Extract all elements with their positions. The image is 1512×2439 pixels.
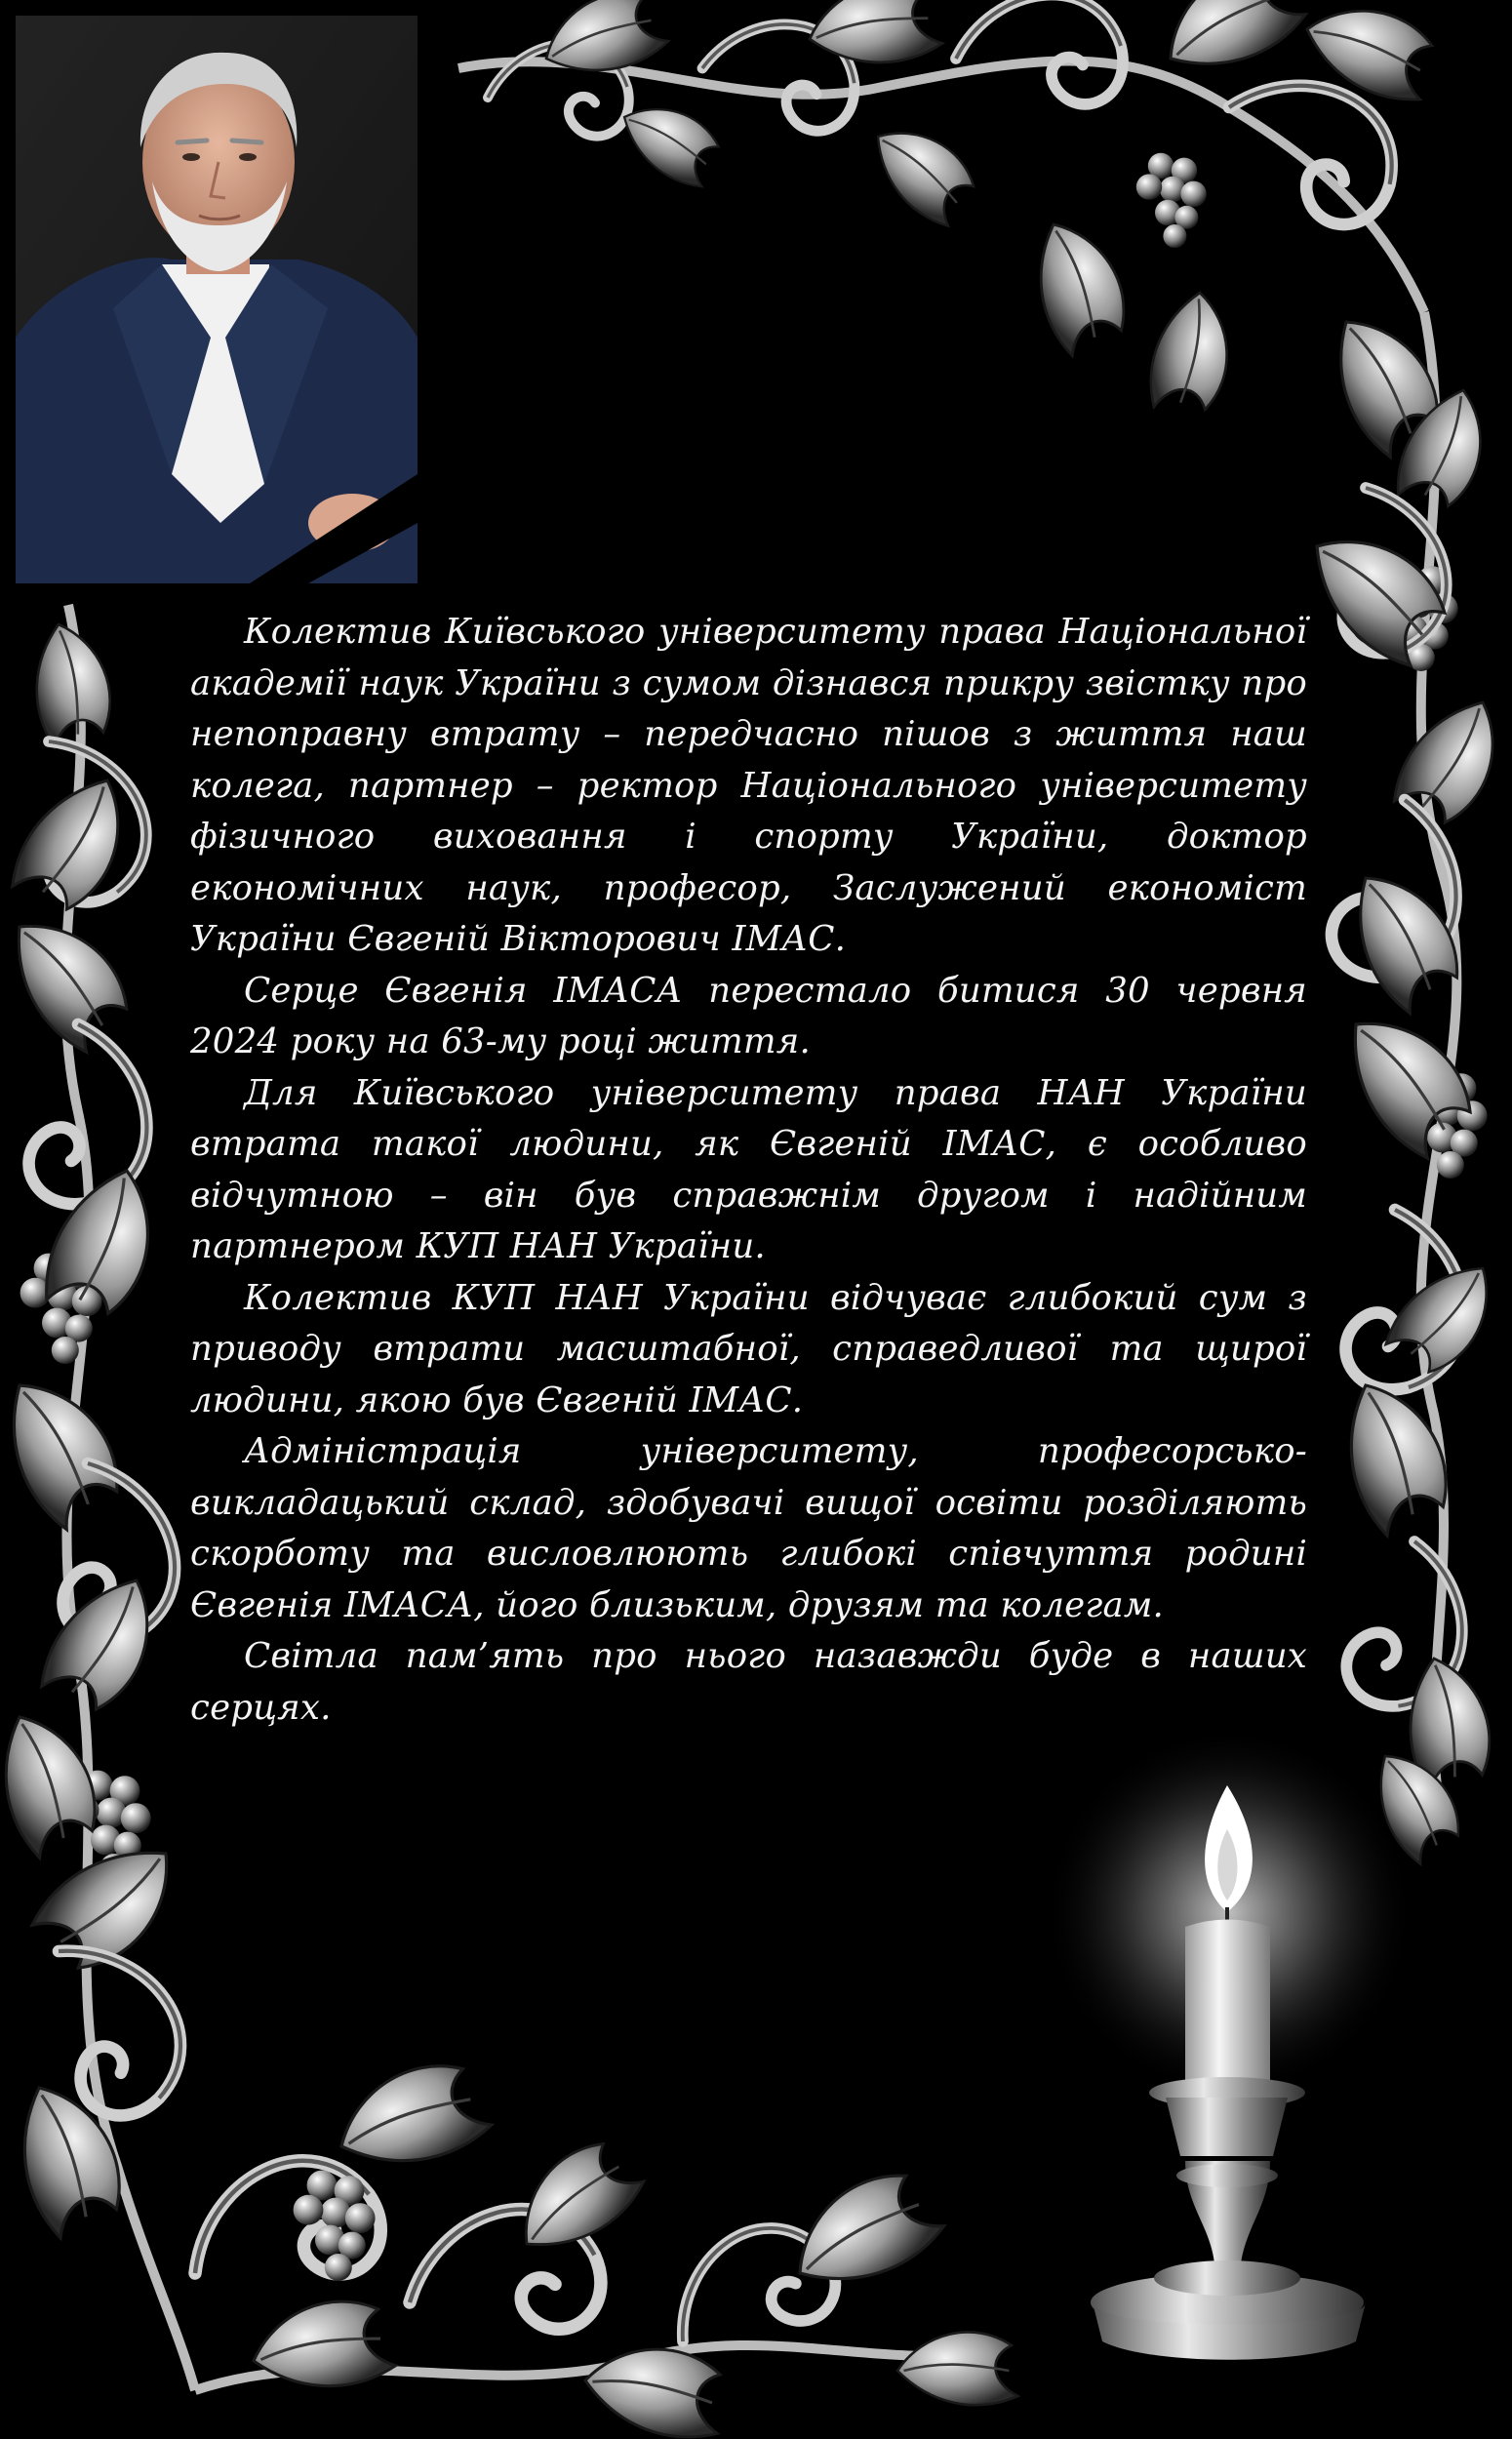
paragraph-1: Колектив Київського університету права Національної академії наук України з сумом дізнався прикру звістку про непоправну втрату – передчасно пішов з життя наш колега, партнер – ректор Національного університету фізичного виховання і спорту України, доктор економічних наук, професор, Заслужений економіст України Євгеній Вікторович ІМАС. [190,612,1307,959]
paragraph-2: Серце Євгенія ІМАСА перестало битися 30 червня 2024 року на 63-му році життя. [190,970,1307,1061]
portrait-photo [16,16,418,583]
lit-candle-icon [1015,1717,1463,2400]
condolence-text [190,607,1307,1734]
paragraph-3: Для Київського університету права НАН України втрата такої людини, як Євгеній ІМАС, є особливо відчутною – він був справжнім другом і надійним партнером КУП НАН України. [190,1072,1307,1266]
paragraph-4: Колектив КУП НАН України відчуває глибокий сум з приводу втрати масштабної, справедливої та щирої людини, якою був Євгеній ІМАС. [190,1277,1307,1420]
paragraph-6: Світла пам’ять про нього назавжди буде в наших серцях. [190,1636,1307,1728]
portrait-icon [16,16,418,583]
paragraph-5: Адміністрація університету, професорсько-викладацький склад, здобувачі вищої освіти розділяють скорботу та висловлюють глибокі співчуття родині Євгенія ІМАСА, його близьким, друзям та колегам. [190,1431,1307,1625]
